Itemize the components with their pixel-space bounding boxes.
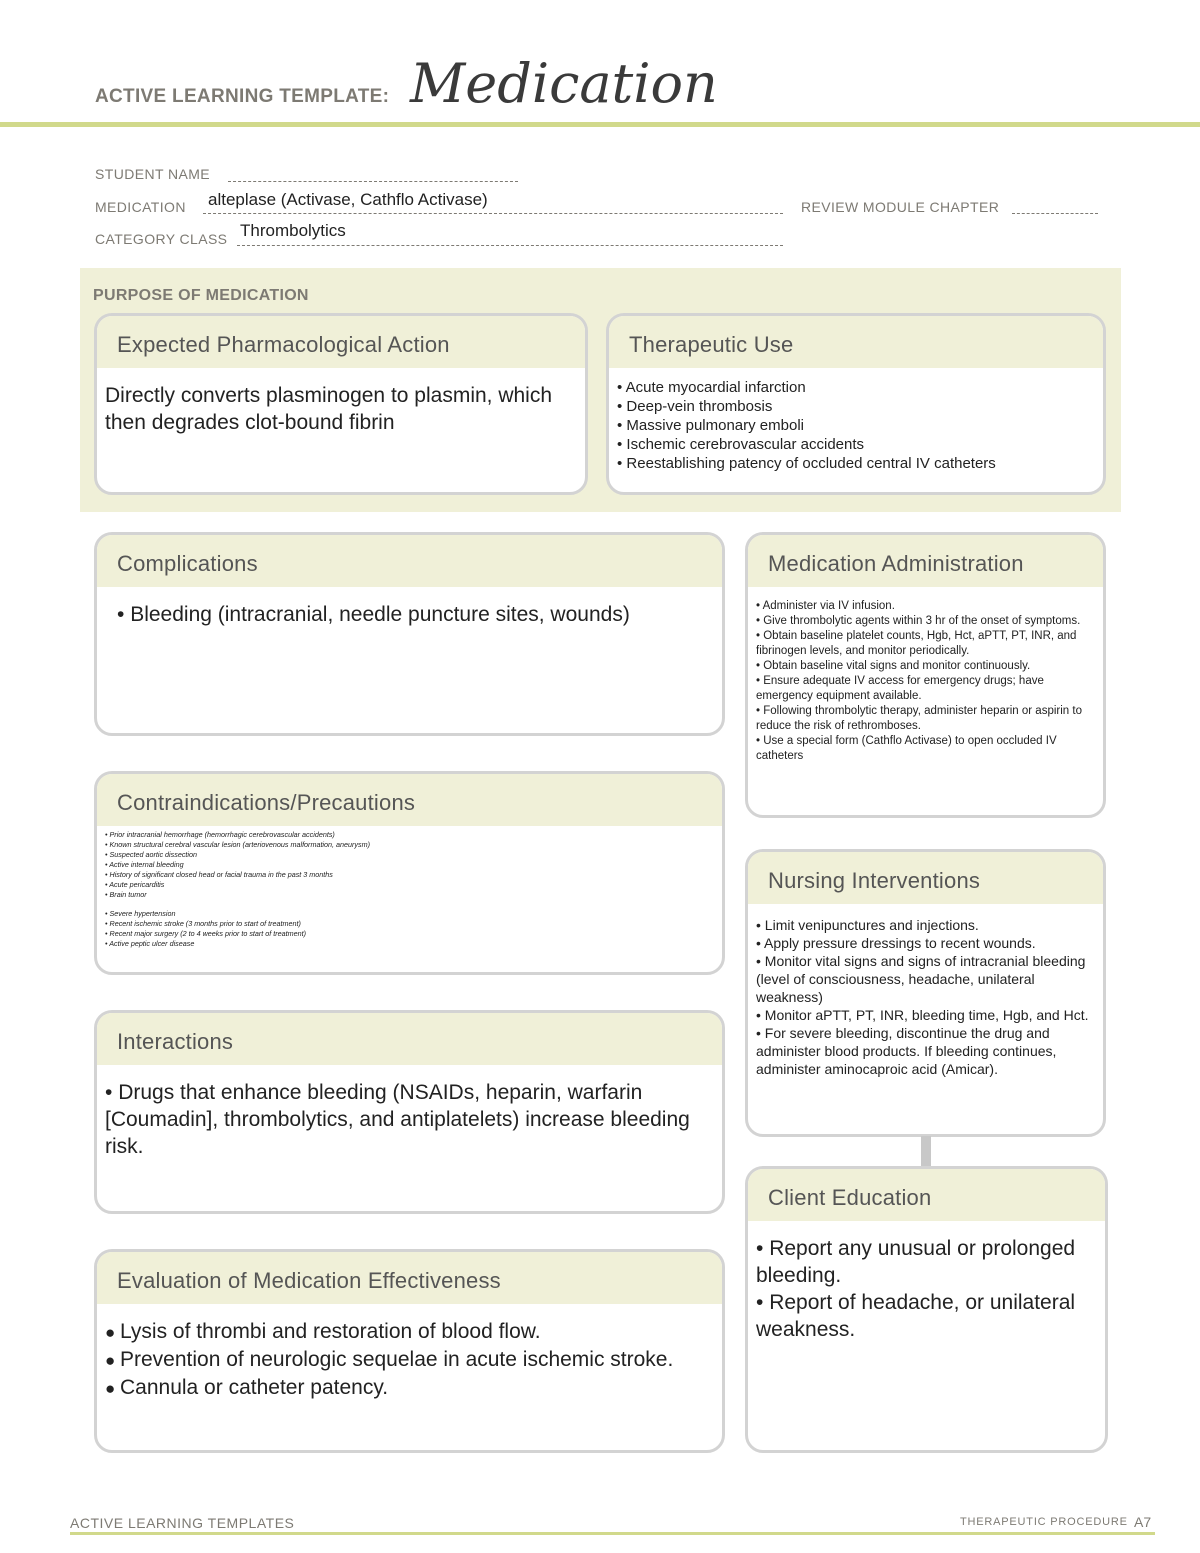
evaluation-card — [94, 1249, 725, 1453]
client-education-list — [756, 1235, 1091, 1343]
interactions-list — [105, 1079, 708, 1160]
list-item: • Report any unusual or prolonged bleeding. — [756, 1235, 1091, 1289]
footer-divider — [70, 1532, 1155, 1535]
list-item: • Recent ischemic stroke (3 months prior to start of treatment) — [105, 919, 714, 929]
expected-action-card — [94, 313, 588, 495]
client-education-card — [745, 1166, 1108, 1453]
list-item: • Acute myocardial infarction — [617, 378, 1095, 397]
list-item: • Drugs that enhance bleeding (NSAIDs, heparin, warfarin [Coumadin], thrombolytics, and antiplatelets) increase bleeding risk. — [105, 1079, 708, 1160]
list-item: • Report of headache, or unilateral weakness. — [756, 1289, 1091, 1343]
list-item: • Administer via IV infusion. — [756, 599, 1089, 614]
list-item: • Give thrombolytic agents within 3 hr of the onset of symptoms. — [756, 614, 1089, 629]
list-item: • Active internal bleeding — [105, 860, 714, 870]
evaluation-title: Evaluation of Medication Effectiveness — [97, 1252, 722, 1304]
list-item: • Known structural cerebral vascular lesion (arteriovenous malformation, aneurysm) — [105, 840, 714, 850]
list-item: ● Prevention of neurologic sequelae in acute ischemic stroke. — [105, 1346, 708, 1374]
page-number: A7 — [1134, 1514, 1152, 1530]
medication-label: MEDICATION — [95, 199, 186, 215]
expected-action-title: Expected Pharmacological Action — [97, 316, 585, 368]
therapeutic-use-card — [606, 313, 1106, 495]
list-item: • History of significant closed head or facial trauma in the past 3 months — [105, 870, 714, 880]
complications-list — [117, 601, 714, 628]
purpose-label: PURPOSE OF MEDICATION — [93, 287, 309, 304]
nursing-interventions-card — [745, 849, 1106, 1137]
list-item: ● Lysis of thrombi and restoration of blood flow. — [105, 1318, 708, 1346]
review-module-field[interactable] — [1012, 213, 1098, 214]
template-label: ACTIVE LEARNING TEMPLATE: — [95, 86, 390, 107]
list-item: • Acute pericarditis — [105, 880, 714, 890]
list-item: • Prior intracranial hemorrhage (hemorrhagic cerebrovascular accidents) — [105, 830, 714, 840]
list-item: ● Cannula or catheter patency. — [105, 1374, 708, 1402]
review-module-label: REVIEW MODULE CHAPTER — [801, 199, 1000, 215]
footer-right-label: THERAPEUTIC PROCEDURE — [960, 1516, 1128, 1528]
list-item: • Suspected aortic dissection — [105, 850, 714, 860]
list-item: • Obtain baseline vital signs and monitor continuously. — [756, 659, 1089, 674]
contraindications-list-b — [105, 909, 714, 949]
expected-action-text: Directly converts plasminogen to plasmin, which then degrades clot-bound fibrin — [105, 384, 553, 434]
medication-administration-list — [756, 599, 1089, 764]
list-item: • Massive pulmonary emboli — [617, 416, 1095, 435]
student-name-field[interactable] — [228, 181, 518, 182]
card-connector — [921, 1136, 931, 1166]
category-class-value: Thrombolytics — [240, 221, 346, 240]
contraindications-list-a — [105, 830, 714, 900]
list-item: • Deep-vein thrombosis — [617, 397, 1095, 416]
contraindications-title: Contraindications/Precautions — [97, 774, 722, 826]
list-item: • Limit venipunctures and injections. — [756, 916, 1089, 934]
medication-field[interactable] — [203, 213, 783, 214]
footer-left-label: ACTIVE LEARNING TEMPLATES — [70, 1515, 295, 1531]
list-item: • Ischemic cerebrovascular accidents — [617, 435, 1095, 454]
complications-title: Complications — [97, 535, 722, 587]
list-item: • For severe bleeding, discontinue the drug and administer blood products. If bleeding continues, administer aminocaproic acid (Amicar). — [756, 1024, 1089, 1078]
therapeutic-use-list — [617, 378, 1095, 473]
interactions-title: Interactions — [97, 1013, 722, 1065]
header-divider — [0, 122, 1200, 127]
category-class-label: CATEGORY CLASS — [95, 231, 228, 247]
list-item: • Active peptic ulcer disease — [105, 939, 714, 949]
contraindications-card — [94, 771, 725, 975]
page-title: Medication — [410, 52, 718, 115]
nursing-interventions-list — [756, 916, 1089, 1078]
list-item: • Following thrombolytic therapy, administer heparin or aspirin to reduce the risk of rethromboses. — [756, 704, 1089, 734]
list-item: • Brain tumor — [105, 890, 714, 900]
medication-administration-card — [745, 532, 1106, 818]
list-item: • Monitor aPTT, PT, INR, bleeding time, Hgb, and Hct. — [756, 1006, 1089, 1024]
list-item: • Severe hypertension — [105, 909, 714, 919]
list-item: • Recent major surgery (2 to 4 weeks prior to start of treatment) — [105, 929, 714, 939]
complications-card — [94, 532, 725, 736]
nursing-interventions-title: Nursing Interventions — [748, 852, 1103, 904]
list-item: • Ensure adequate IV access for emergency drugs; have emergency equipment available. — [756, 674, 1089, 704]
category-class-field[interactable] — [237, 245, 783, 246]
evaluation-list — [105, 1318, 708, 1402]
list-item: • Reestablishing patency of occluded central IV catheters — [617, 454, 1095, 473]
list-item: • Apply pressure dressings to recent wounds. — [756, 934, 1089, 952]
student-name-label: STUDENT NAME — [95, 166, 210, 182]
list-item: • Use a special form (Cathflo Activase) to open occluded IV catheters — [756, 734, 1089, 764]
list-item: • Monitor vital signs and signs of intracranial bleeding (level of consciousness, headache, unilateral weakness) — [756, 952, 1089, 1006]
list-item: • Bleeding (intracranial, needle puncture sites, wounds) — [117, 601, 714, 628]
interactions-card — [94, 1010, 725, 1214]
medication-value: alteplase (Activase, Cathflo Activase) — [208, 190, 488, 209]
list-item: • Obtain baseline platelet counts, Hgb, Hct, aPTT, PT, INR, and fibrinogen levels, and monitor periodically. — [756, 629, 1089, 659]
therapeutic-use-title: Therapeutic Use — [609, 316, 1103, 368]
medication-administration-title: Medication Administration — [748, 535, 1103, 587]
client-education-title: Client Education — [748, 1169, 1105, 1221]
